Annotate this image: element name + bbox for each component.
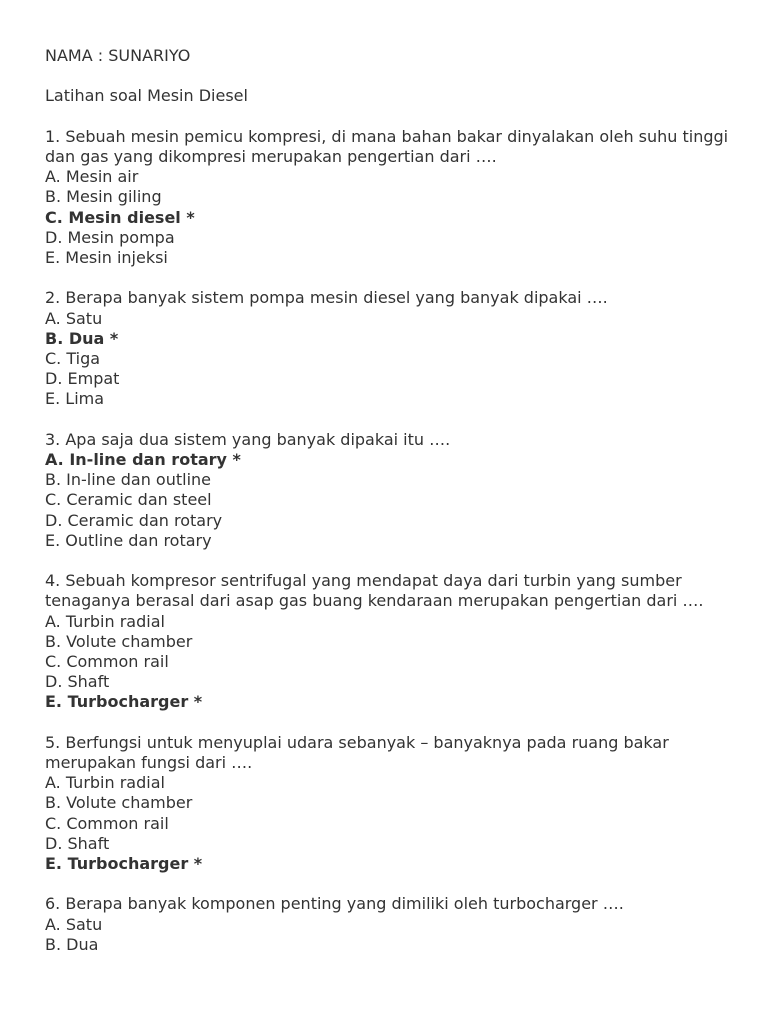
answer-option: A. Satu: [45, 308, 103, 328]
spacer: [45, 874, 735, 894]
answer-option: E. Lima: [45, 389, 105, 409]
student-name: NAMA : SUNARIYO: [45, 46, 191, 65]
question-text: 3. Apa saja dua sistem yang banyak dipakai itu ….: [45, 429, 451, 449]
answer-option: C. Tiga: [45, 349, 101, 368]
answer-option-correct: E. Turbocharger *: [45, 692, 203, 712]
answer-option: D. Ceramic dan rotary: [45, 510, 223, 530]
answer-option: E. Outline dan rotary: [45, 530, 212, 550]
spacer: [45, 713, 735, 733]
answer-option: D. Empat: [45, 369, 120, 389]
spacer: [45, 66, 735, 86]
question-block: [45, 288, 735, 409]
answer-option: B. Mesin giling: [45, 187, 162, 207]
answer-option: E. Mesin injeksi: [45, 248, 168, 267]
question-list: [45, 127, 735, 955]
question-block: [45, 894, 735, 955]
question-text: 6. Berapa banyak komponen penting yang dimiliki oleh turbocharger ….: [45, 894, 624, 914]
question-block: [45, 430, 735, 551]
spacer: [45, 268, 735, 288]
answer-option: D. Shaft: [45, 833, 110, 853]
question-block: [45, 571, 735, 712]
question-text: 1. Sebuah mesin pemicu kompresi, di mana bahan bakar dinyalakan oleh suhu tinggi dan gas yang dikompresi merupakan pengertian dari ….: [45, 126, 729, 166]
answer-option-correct: C. Mesin diesel *: [45, 207, 195, 227]
answer-option: D. Mesin pompa: [45, 227, 175, 247]
question-text: 2. Berapa banyak sistem pompa mesin diesel yang banyak dipakai ….: [45, 288, 608, 308]
question-text: 4. Sebuah kompresor sentrifugal yang mendapat daya dari turbin yang sumber tenaganya berasal dari asap gas buang kendaraan merupakan pengertian dari ….: [45, 571, 704, 611]
document-page: [45, 46, 735, 955]
spacer: [45, 410, 735, 430]
spacer: [45, 107, 735, 127]
answer-option: B. In-line dan outline: [45, 470, 212, 490]
spacer: [45, 551, 735, 571]
answer-option-correct: A. In-line dan rotary *: [45, 450, 241, 469]
answer-option: C. Common rail: [45, 652, 169, 672]
answer-option: D. Shaft: [45, 672, 110, 692]
answer-option: C. Common rail: [45, 813, 169, 833]
answer-option-correct: E. Turbocharger *: [45, 854, 203, 874]
question-text: 5. Berfungsi untuk menyuplai udara sebanyak – banyaknya pada ruang bakar merupakan fungsi dari ….: [45, 732, 669, 773]
answer-option: B. Volute chamber: [45, 631, 193, 651]
answer-option: B. Dua: [45, 934, 99, 954]
answer-option: C. Ceramic dan steel: [45, 490, 212, 510]
answer-option-correct: B. Dua *: [45, 328, 119, 348]
question-block: [45, 127, 735, 268]
answer-option: A. Turbin radial: [45, 611, 165, 631]
answer-option: A. Turbin radial: [45, 773, 165, 793]
document-title: Latihan soal Mesin Diesel: [45, 86, 248, 106]
answer-option: A. Satu: [45, 914, 103, 934]
question-block: [45, 733, 735, 874]
answer-option: A. Mesin air: [45, 167, 139, 187]
answer-option: B. Volute chamber: [45, 793, 193, 813]
